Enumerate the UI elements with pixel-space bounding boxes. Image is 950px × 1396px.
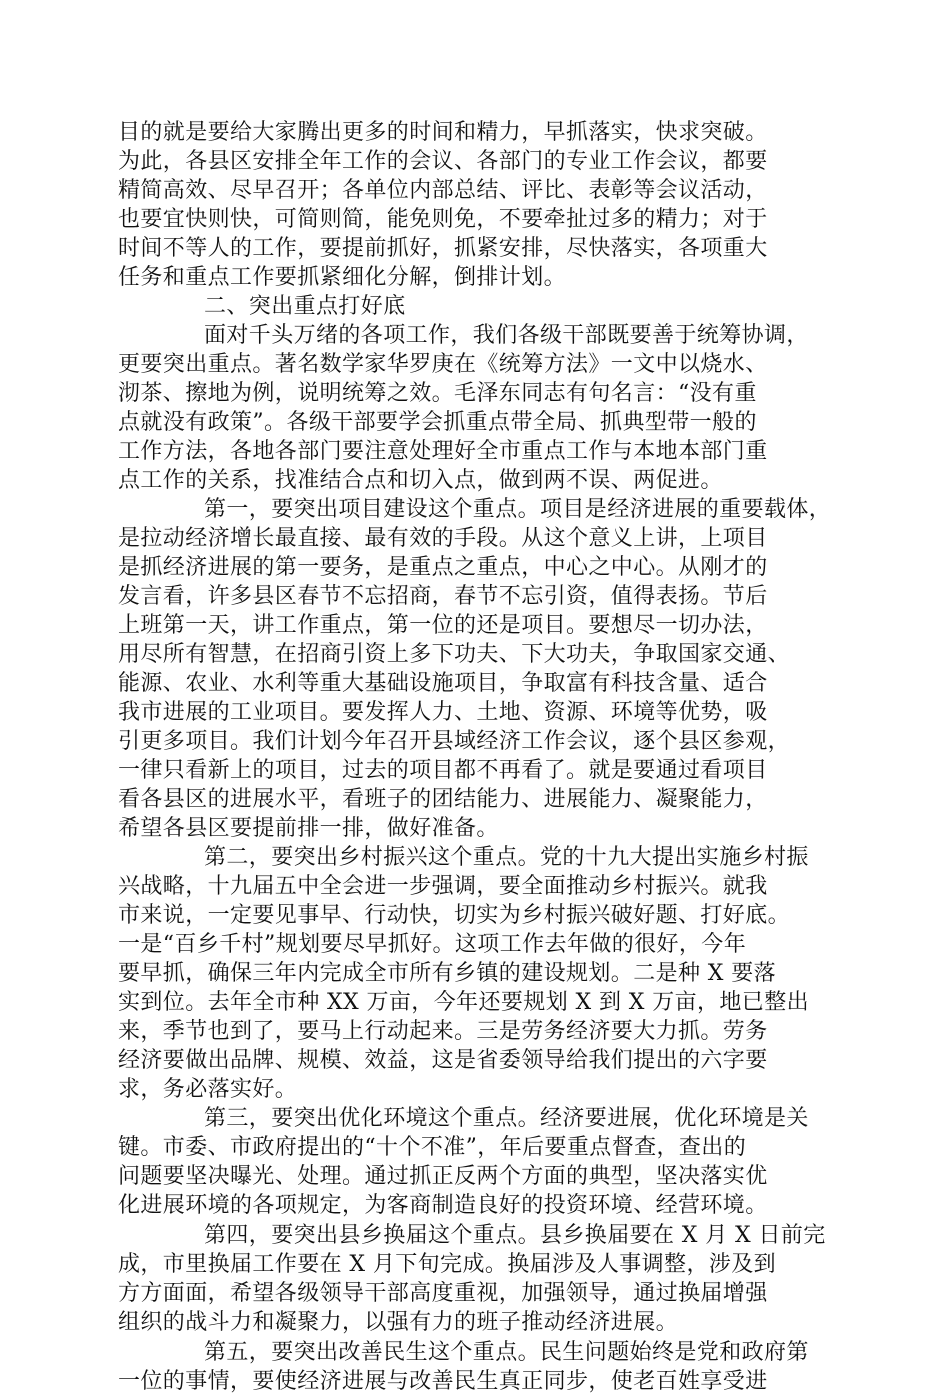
body-line: 方方面面，希望各级领导干部高度重视，加强领导，通过换届增强 [118,1281,768,1306]
body-line: 时间不等人的工作，要提前抓好，抓紧安排，尽快落实，各项重大 [118,236,768,261]
body-line: 为此，各县区安排全年工作的会议、各部门的专业工作会议，都要 [118,149,768,174]
body-line: 化进展环境的各项规定，为客商制造良好的投资环境、经营环境。 [118,1193,768,1218]
paragraph-first-line: 面对千头万绪的各项工作，我们各级干部既要善于统筹协调， [204,323,809,348]
body-line: 也要宜快则快，可简则简，能免则免，不要牵扯过多的精力；对于 [118,207,768,232]
body-line: 目的就是要给大家腾出更多的时间和精力，早抓落实，快求突破。 [118,120,768,145]
body-line: 发言看，许多县区春节不忘招商，春节不忘引资，值得表扬。节后 [118,584,768,609]
body-line: 上班第一天，讲工作重点，第一位的还是项目。要想尽一切办法， [118,613,768,638]
body-line: 引更多项目。我们计划今年召开县域经济工作会议，逐个县区参观， [118,729,791,754]
body-line: 成，市里换届工作要在 X 月下旬完成。换届涉及人事调整，涉及到 [118,1252,777,1277]
body-line: 问题要坚决曝光、处理。通过抓正反两个方面的典型，坚决落实优 [118,1164,768,1189]
body-line: 组织的战斗力和凝聚力，以强有力的班子推动经济进展。 [118,1310,679,1335]
body-line: 精简高效、尽早召开；各单位内部总结、评比、表彰等会议活动， [118,178,768,203]
paragraph-first-line: 第五，要突出改善民生这个重点。民生问题始终是党和政府第 [204,1340,809,1365]
body-line: 工作方法，各地各部门要注意处理好全市重点工作与本地本部门重 [118,439,768,464]
body-line: 兴战略，十九届五中全会进一步强调，要全面推动乡村振兴。就我 [118,874,768,899]
body-line: 要早抓，确保三年内完成全市所有乡镇的建设规划。二是种 X 要落 [118,961,777,986]
paragraph-first-line: 第四，要突出县乡换届这个重点。县乡换届要在 X 月 X 日前完 [204,1223,826,1248]
body-line: 是抓经济进展的第一要务，是重点之重点，中心之中心。从刚才的 [118,555,768,580]
body-line: 求，务必落实好。 [118,1077,298,1102]
paragraph-first-line: 第一，要突出项目建设这个重点。项目是经济进展的重要载体， [204,497,832,522]
paragraph-first-line: 第三，要突出优化环境这个重点。经济要进展，优化环境是关 [204,1106,809,1131]
document-body [118,118,832,1396]
body-line: 市来说，一定要见事早、行动快，切实为乡村振兴破好题、打好底。 [118,903,791,928]
body-line: 一位的事情，要使经济进展与改善民生真正同步，使老百姓享受进 [118,1369,768,1394]
body-line: 实到位。去年全市种 XX 万亩，今年还要规划 X 到 X 万亩，地已整出 [118,990,810,1015]
body-line: 用尽所有智慧，在招商引资上多下功夫、下大功夫，争取国家交通、 [118,642,791,667]
body-line: 是拉动经济增长最直接、最有效的手段。从这个意义上讲，上项目 [118,526,768,551]
body-line: 能源、农业、水利等重大基础设施项目，争取富有科技含量、适合 [118,671,768,696]
body-line: 点就没有政策”。各级干部要学会抓重点带全局、抓典型带一般的 [118,410,757,435]
body-line: 经济要做出品牌、规模、效益，这是省委领导给我们提出的六字要 [118,1048,768,1073]
body-line: 更要突出重点。著名数学家华罗庚在《统筹方法》一文中以烧水、 [118,352,768,377]
body-line: 来，季节也到了，要马上行动起来。三是劳务经济要大力抓。劳务 [118,1019,768,1044]
body-line: 一律只看新上的项目，过去的项目都不再看了。就是要通过看项目 [118,758,768,783]
section-heading: 二、突出重点打好底 [204,294,406,319]
body-line: 沏茶、擦地为例，说明统筹之效。毛泽东同志有句名言：“没有重 [118,381,757,406]
body-line: 一是“百乡千村”规划要尽早抓好。这项工作去年做的很好，今年 [118,932,747,957]
paragraph-first-line: 第二，要突出乡村振兴这个重点。党的十九大提出实施乡村振 [204,845,809,870]
body-line: 点工作的关系，找准结合点和切入点，做到两不误、两促进。 [118,468,723,493]
body-line: 希望各县区要提前排一排，做好准备。 [118,816,499,841]
body-line: 键。市委、市政府提出的“十个不准”，年后要重点督查，查出的 [118,1135,747,1160]
body-line: 任务和重点工作要抓紧细化分解，倒排计划。 [118,265,567,290]
body-line: 我市进展的工业项目。要发挥人力、土地、资源、环境等优势，吸 [118,700,768,725]
body-line: 看各县区的进展水平，看班子的团结能力、进展能力、凝聚能力， [118,787,768,812]
